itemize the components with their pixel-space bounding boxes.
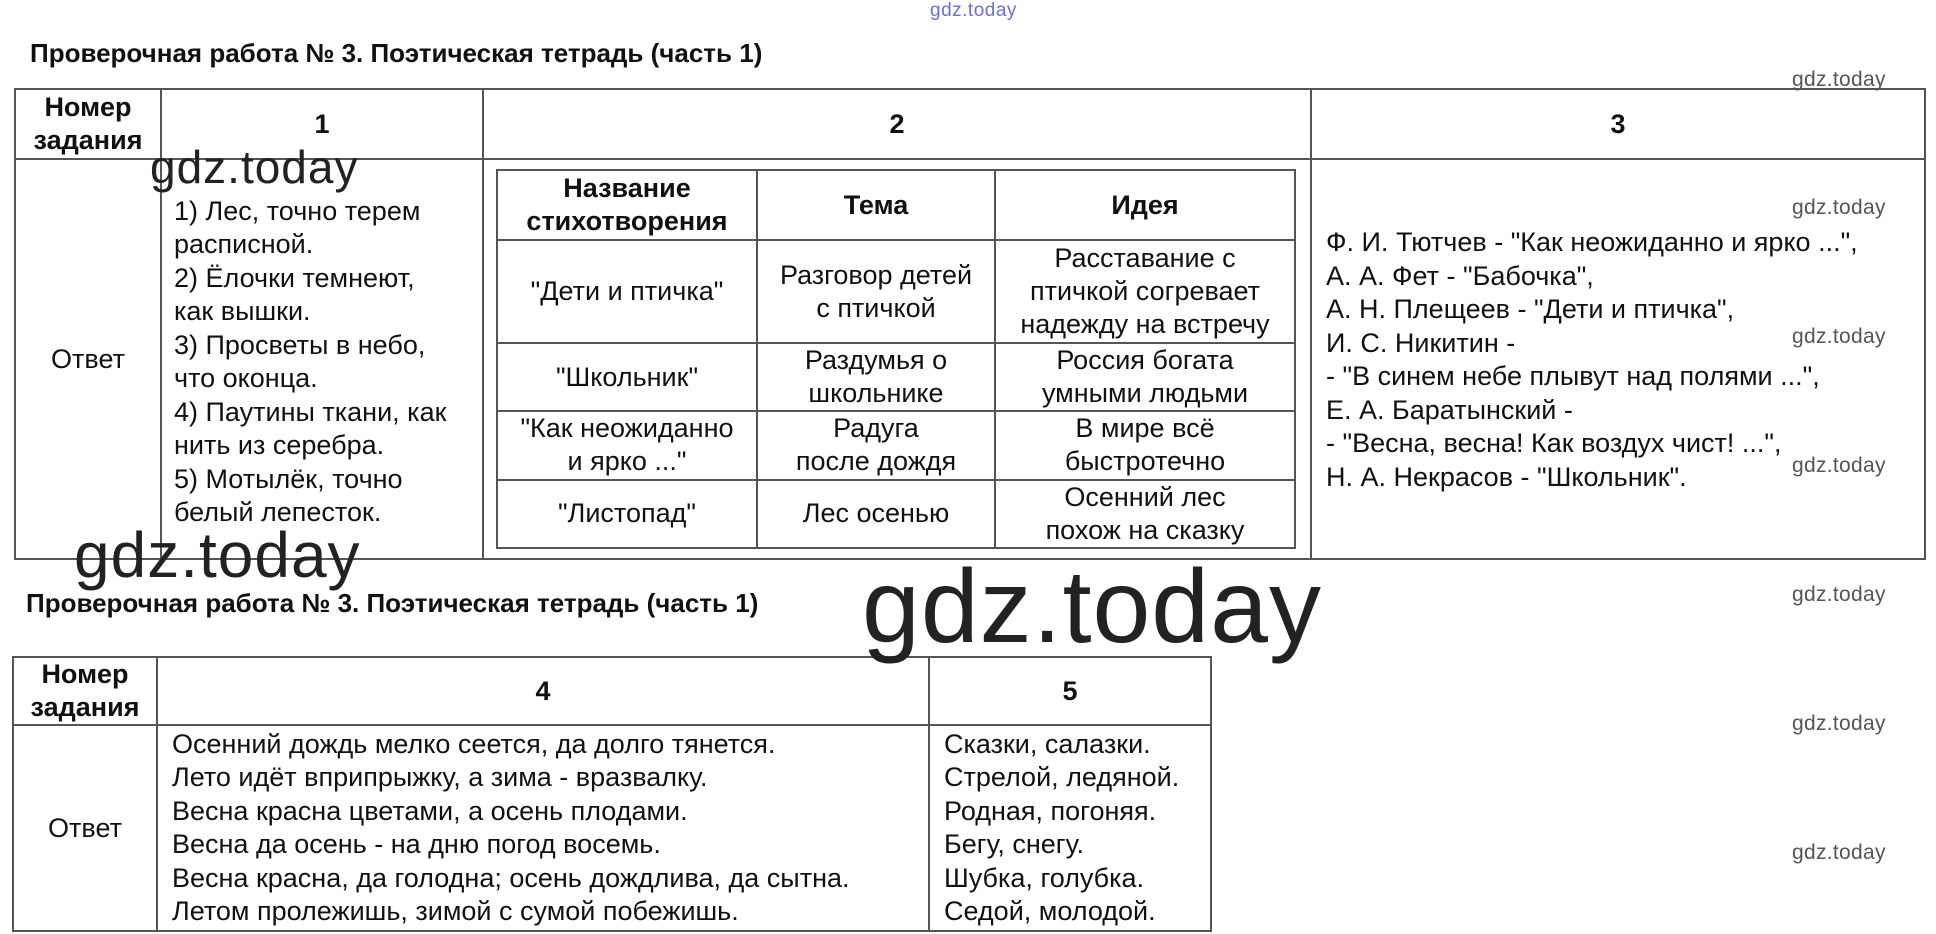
poem-name: "Дети и птичка" — [497, 240, 757, 343]
rhyme-line: Стрелой, ледяной. — [944, 762, 1180, 792]
watermark-small: gdz.today — [1792, 841, 1886, 864]
task-1-line: что оконца. — [174, 363, 318, 393]
rhyme-line: Сказки, салазки. — [944, 728, 1151, 759]
task-3-line: Ф. И. Тютчев - "Как неожиданно и ярко ...", — [1326, 227, 1858, 257]
poem-theme: Радуга после дождя — [757, 411, 995, 479]
task-5-header: 5 — [929, 657, 1211, 725]
rhyme-line: Родная, погоняя. — [944, 795, 1157, 826]
task-3-header: 3 — [1311, 89, 1925, 159]
task-1-header: 1 — [161, 89, 483, 159]
poem-idea-header: Идея — [995, 170, 1295, 240]
task-3-line: Е. А. Баратынский - — [1326, 394, 1573, 425]
watermark-medium: gdz.today — [150, 141, 359, 193]
section2-table — [12, 656, 1212, 932]
poem-theme: Лес осенью — [757, 480, 995, 548]
task-3-line: И. С. Никитин - — [1326, 327, 1516, 358]
task-4-header: 4 — [157, 657, 929, 725]
poem-name: "Школьник" — [497, 343, 757, 411]
task-1-line: 3) Просветы в небо, — [174, 329, 426, 360]
task-1-line: 4) Паутины ткани, как — [174, 396, 447, 427]
task-1-line: нить из серебра. — [174, 430, 385, 460]
section2-title: Проверочная работа № 3. Поэтическая тетрадь (часть 1) — [26, 588, 759, 618]
poem-idea: Осенний лес похож на сказку — [995, 480, 1295, 548]
rhyme-line: Седой, молодой. — [944, 896, 1156, 926]
watermark-top: gdz.today — [930, 0, 1017, 21]
task-number-header: Номер задания — [13, 657, 157, 725]
poem-name: "Листопад" — [497, 480, 757, 548]
task-2-header: 2 — [483, 89, 1311, 159]
task-1-line: расписной. — [174, 229, 314, 259]
task-4-answer — [157, 725, 929, 931]
poem-theme-header: Тема — [757, 170, 995, 240]
watermark-small: gdz.today — [1792, 68, 1886, 91]
answer-label: Ответ — [15, 159, 161, 559]
section1-title: Проверочная работа № 3. Поэтическая тетрадь (часть 1) — [30, 38, 763, 68]
poem-row — [497, 343, 1295, 411]
task-1-line: 5) Мотылёк, точно — [174, 463, 403, 494]
task-3-line: - "Весна, весна! Как воздух чист! ...", — [1326, 428, 1782, 458]
proverb-line: Осенний дождь мелко сеется, да долго тянется. — [172, 728, 776, 759]
task-3-line: - "В синем небе плывут над полями ...", — [1326, 361, 1820, 391]
poem-row — [497, 480, 1295, 548]
proverb-line: Лето идёт вприпрыжку, а зима - вразвалку. — [172, 762, 708, 792]
poem-name: "Как неожиданно и ярко ..." — [497, 411, 757, 479]
poem-name-header: Название стихотворения — [497, 170, 757, 240]
watermark-large: gdz.today — [74, 519, 361, 591]
proverb-line: Летом пролежишь, зимой с сумой побежишь. — [172, 896, 739, 926]
task-5-answer — [929, 725, 1211, 931]
watermark-huge: gdz.today — [862, 549, 1322, 665]
watermark-small: gdz.today — [1792, 325, 1886, 348]
task-3-line: А. А. Фет - "Бабочка", — [1326, 260, 1594, 291]
task-1-line: белый лепесток. — [174, 497, 382, 527]
poem-theme: Раздумья о школьнике — [757, 343, 995, 411]
watermark-small: gdz.today — [1792, 583, 1886, 606]
proverb-line: Весна да осень - на дню погод восемь. — [172, 829, 661, 859]
task-3-line: А. Н. Плещеев - "Дети и птичка", — [1326, 294, 1735, 324]
rhyme-line: Шубка, голубка. — [944, 862, 1145, 893]
answer-label: Ответ — [13, 725, 157, 931]
poem-idea: В мире всё быстротечно — [995, 411, 1295, 479]
poem-theme: Разговор детей с птичкой — [757, 240, 995, 343]
task-1-line: как вышки. — [174, 296, 311, 326]
proverb-line: Весна красна, да голодна; осень дождлива, да сытна. — [172, 862, 850, 893]
task-1-line: 2) Ёлочки темнеют, — [174, 262, 415, 293]
task-3-line: Н. А. Некрасов - "Школьник". — [1326, 461, 1687, 492]
poem-row — [497, 240, 1295, 343]
poem-idea: Расставание с птичкой согревает надежду на встречу — [995, 240, 1295, 343]
poem-table — [496, 169, 1296, 549]
task-1-answer — [161, 159, 483, 559]
task-1-line: 1) Лес, точно терем — [174, 195, 421, 226]
proverb-line: Весна красна цветами, а осень плодами. — [172, 795, 688, 826]
watermark-small: gdz.today — [1792, 454, 1886, 477]
poem-idea: Россия богата умными людьми — [995, 343, 1295, 411]
watermark-small: gdz.today — [1792, 712, 1886, 735]
poem-row — [497, 411, 1295, 479]
task-number-header: Номер задания — [15, 89, 161, 159]
task-2-answer — [483, 159, 1311, 559]
rhyme-line: Бегу, снегу. — [944, 829, 1084, 859]
watermark-small: gdz.today — [1792, 196, 1886, 219]
